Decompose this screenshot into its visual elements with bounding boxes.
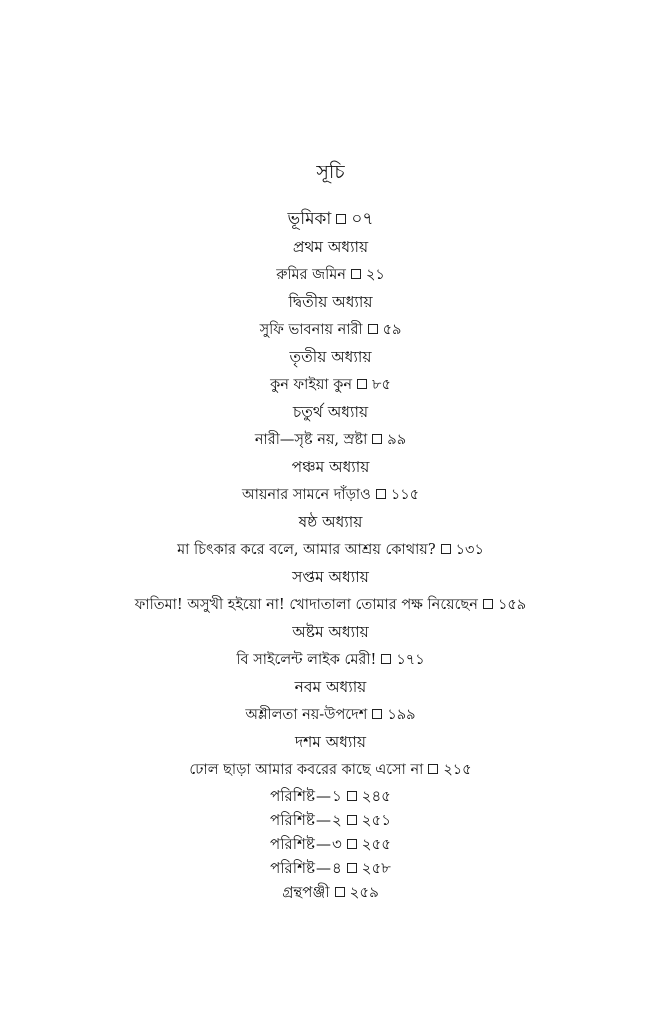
toc-entry[interactable] — [0, 427, 661, 455]
entry-page: ২১ — [365, 266, 385, 283]
entry-label: পরিশিষ্ট — [270, 835, 315, 853]
entry-label: গ্রন্থপঞ্জী — [282, 883, 330, 901]
entry-page: ১৫৯ — [497, 596, 527, 613]
toc-entry[interactable] — [0, 317, 661, 345]
entry-page: ০৭ — [351, 209, 374, 229]
entry-page: ১১৫ — [390, 486, 420, 503]
entry-title: কুন ফাইয়া কুন — [270, 376, 353, 393]
entry-page: ২৫৯ — [349, 883, 379, 901]
entry-page: ৫৯ — [382, 321, 402, 338]
entry-label: ভূমিকা — [287, 209, 332, 229]
chapter-heading: নবম অধ্যায় — [294, 678, 367, 696]
appendix-number: ২ — [331, 811, 342, 829]
chapter-heading: সপ্তম অধ্যায় — [292, 568, 369, 586]
separator-box-icon — [441, 544, 451, 554]
toc-entry[interactable] — [0, 262, 661, 290]
entry-page: ২৫১ — [361, 811, 391, 829]
toc-entry-appendix[interactable] — [0, 784, 661, 808]
toc-entry-preface[interactable] — [0, 204, 661, 234]
appendix-number: ৪ — [331, 859, 342, 877]
toc-entry[interactable] — [0, 592, 661, 620]
separator-box-icon — [357, 379, 367, 389]
toc-entry[interactable] — [0, 647, 661, 675]
entry-title: আয়নার সামনে দাঁড়াও — [241, 486, 371, 503]
entry-page: ২৪৫ — [361, 787, 391, 805]
entry-page: ২১৫ — [443, 761, 472, 778]
toc-entry-appendix[interactable] — [0, 808, 661, 832]
appendix-number: ৩ — [331, 835, 342, 853]
entry-page: ২৫৮ — [361, 859, 391, 877]
chapter-heading: পঞ্চম অধ্যায় — [291, 458, 370, 476]
entry-page: ১৯৯ — [387, 706, 416, 723]
toc-entry[interactable] — [0, 757, 661, 785]
entry-page: ১৩১ — [455, 541, 484, 558]
toc-entry[interactable] — [0, 482, 661, 510]
separator-box-icon — [372, 434, 382, 444]
separator-box-icon — [376, 489, 386, 499]
chapter-heading: দশম অধ্যায় — [294, 733, 367, 751]
toc-entry[interactable] — [0, 702, 661, 730]
entry-title: রুমির জমিন — [276, 266, 346, 283]
chapter-heading: প্রথম অধ্যায় — [292, 238, 369, 256]
toc-entry[interactable] — [0, 537, 661, 565]
separator-box-icon — [368, 324, 378, 334]
chapter-heading: ষষ্ঠ অধ্যায় — [298, 513, 363, 531]
separator-box-icon — [351, 269, 361, 279]
separator-box-icon — [381, 654, 391, 664]
separator-box-icon — [335, 887, 345, 897]
entry-title: ঢোল ছাড়া আমার কবরের কাছে এসো না — [189, 761, 424, 778]
toc-title: সূচি — [316, 161, 345, 183]
appendix-number: ১ — [331, 787, 342, 805]
chapter-heading: চতুর্থ অধ্যায় — [292, 403, 369, 421]
separator-box-icon — [336, 214, 346, 224]
separator-box-icon — [372, 709, 382, 719]
dash: — — [315, 787, 331, 805]
entry-page: ১৭১ — [396, 651, 425, 668]
chapter-heading: দ্বিতীয় অধ্যায় — [288, 293, 373, 311]
entry-title: বি সাইলেন্ট লাইক মেরী! — [236, 651, 377, 668]
dash: — — [315, 859, 331, 877]
dash: — — [315, 835, 331, 853]
entry-label: পরিশিষ্ট — [270, 811, 315, 829]
toc-entry-appendix[interactable] — [0, 856, 661, 880]
entry-title: মা চিৎকার করে বলে, আমার আশ্রয় কোথায়? — [177, 541, 436, 558]
entry-page: ৯৯ — [387, 431, 407, 448]
entry-page: ৮৫ — [372, 376, 391, 393]
toc-list — [0, 204, 661, 904]
entry-label: পরিশিষ্ট — [270, 859, 315, 877]
toc-entry[interactable] — [0, 372, 661, 400]
entry-title: নারী—সৃষ্ট নয়, স্রষ্টা — [254, 431, 368, 448]
separator-box-icon — [483, 599, 493, 609]
entry-page: ২৫৫ — [361, 835, 391, 853]
separator-box-icon — [347, 791, 357, 801]
dash: — — [315, 811, 331, 829]
separator-box-icon — [347, 839, 357, 849]
entry-title: সুফি ভাবনায় নারী — [259, 321, 363, 338]
toc-entry-appendix[interactable] — [0, 832, 661, 856]
chapter-heading: তৃতীয় অধ্যায় — [289, 348, 372, 366]
toc-entry-bibliography[interactable] — [0, 880, 661, 904]
entry-title: ফাতিমা! অসুখী হইয়ো না! খোদাতালা তোমার পক্ষ নিয়েছেন — [134, 596, 478, 613]
chapter-heading: অষ্টম অধ্যায় — [292, 623, 369, 641]
separator-box-icon — [347, 863, 357, 873]
entry-title: অশ্লীলতা নয়-উপদেশ — [245, 706, 368, 723]
entry-label: পরিশিষ্ট — [270, 787, 315, 805]
separator-box-icon — [428, 764, 438, 774]
separator-box-icon — [347, 815, 357, 825]
